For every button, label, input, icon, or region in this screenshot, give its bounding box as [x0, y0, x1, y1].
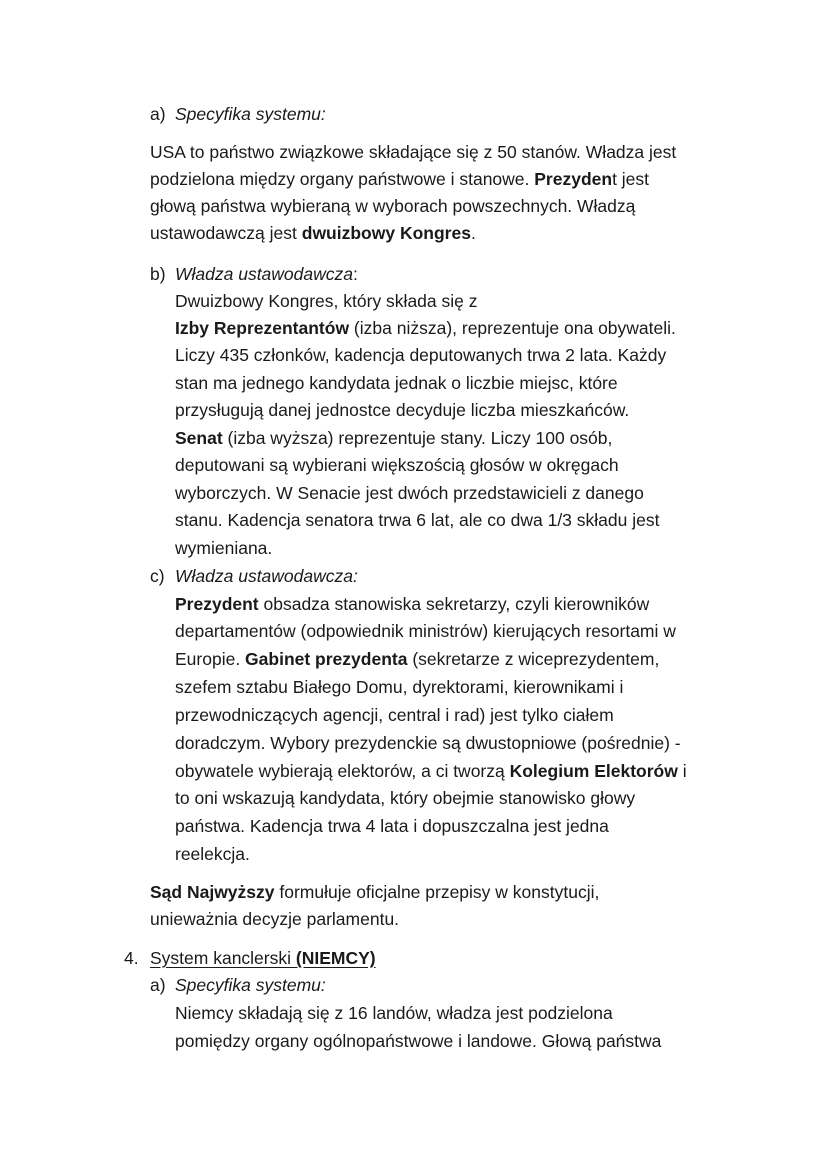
heading-specyfika-usa: Specyfika systemu:	[175, 104, 326, 124]
heading-wladza-ustawodawcza: Władza ustawodawcza:	[175, 264, 358, 284]
paragraph-line: Prezydent obsadza stanowiska sekretarzy, czyli kierowników	[175, 594, 650, 614]
paragraph-line: reelekcja.	[175, 844, 250, 864]
paragraph-line: wymieniana.	[175, 538, 273, 558]
paragraph-line: to oni wskazują kandydata, który obejmie stanowisko głowy	[175, 788, 636, 808]
paragraph-line: Sąd Najwyższy formułuje oficjalne przepisy w konstytucji,	[150, 882, 600, 902]
list-marker-c: c)	[150, 566, 165, 586]
heading-wladza-ustawodawcza-c: Władza ustawodawcza:	[175, 566, 358, 586]
paragraph-line: Izby Reprezentantów (izba niższa), reprezentuje ona obywateli.	[175, 318, 676, 338]
paragraph-line: stan ma jednego kandydata jednak o liczbie miejsc, które	[175, 373, 618, 393]
paragraph-line: Europie. Gabinet prezydenta (sekretarze z wiceprezydentem,	[175, 649, 660, 669]
paragraph-line: przewodniczących agencji, central i rad) jest tylko ciałem	[175, 705, 614, 725]
list-marker-b: b)	[150, 264, 166, 284]
paragraph-line: przysługują danej jednostce decyduje liczba mieszkańców.	[175, 400, 630, 420]
paragraph-line: stanu. Kadencja senatora trwa 6 lat, ale co dwa 1/3 składu jest	[175, 510, 660, 530]
paragraph-line: szefem sztabu Białego Domu, dyrektorami, kierownikami i	[175, 677, 624, 697]
paragraph-line: departamentów (odpowiednik ministrów) kierujących resortami w	[175, 621, 676, 641]
list-marker-a: a)	[150, 104, 166, 124]
paragraph-line: USA to państwo związkowe składające się z 50 stanów. Władza jest	[150, 142, 677, 162]
paragraph-line: Senat (izba wyższa) reprezentuje stany. Liczy 100 osób,	[175, 428, 613, 448]
paragraph-line: Dwuizbowy Kongres, który składa się z	[175, 291, 478, 311]
list-marker-a-niemcy: a)	[150, 975, 166, 995]
list-number-4: 4.	[124, 948, 139, 968]
paragraph-line: pomiędzy organy ogólnopaństwowe i landowe. Głową państwa	[175, 1031, 662, 1051]
paragraph-line: głową państwa wybieraną w wyborach powszechnych. Władzą	[150, 196, 636, 216]
paragraph-line: deputowani są wybierani większością głosów w okręgach	[175, 455, 619, 475]
paragraph-line: doradczym. Wybory prezydenckie są dwustopniowe (pośrednie) -	[175, 733, 681, 753]
paragraph-line: podzielona między organy państwowe i stanowe. Prezydent jest	[150, 169, 650, 189]
paragraph-line: wyborczych. W Senacie jest dwóch przedstawicieli z danego	[175, 483, 644, 503]
paragraph-line: obywatele wybierają elektorów, a ci tworzą Kolegium Elektorów i	[175, 761, 687, 781]
paragraph-line: Niemcy składają się z 16 landów, władza jest podzielona	[175, 1003, 613, 1023]
heading-specyfika-niemcy: Specyfika systemu:	[175, 975, 326, 995]
paragraph-line: państwa. Kadencja trwa 4 lata i dopuszczalna jest jedna	[175, 816, 609, 836]
section-title-system-kanclerski: System kanclerski (NIEMCY)	[150, 948, 376, 968]
paragraph-line: Liczy 435 członków, kadencja deputowanych trwa 2 lata. Każdy	[175, 345, 667, 365]
paragraph-line: ustawodawczą jest dwuizbowy Kongres.	[150, 223, 476, 243]
paragraph-line: unieważnia decyzje parlamentu.	[150, 909, 400, 929]
